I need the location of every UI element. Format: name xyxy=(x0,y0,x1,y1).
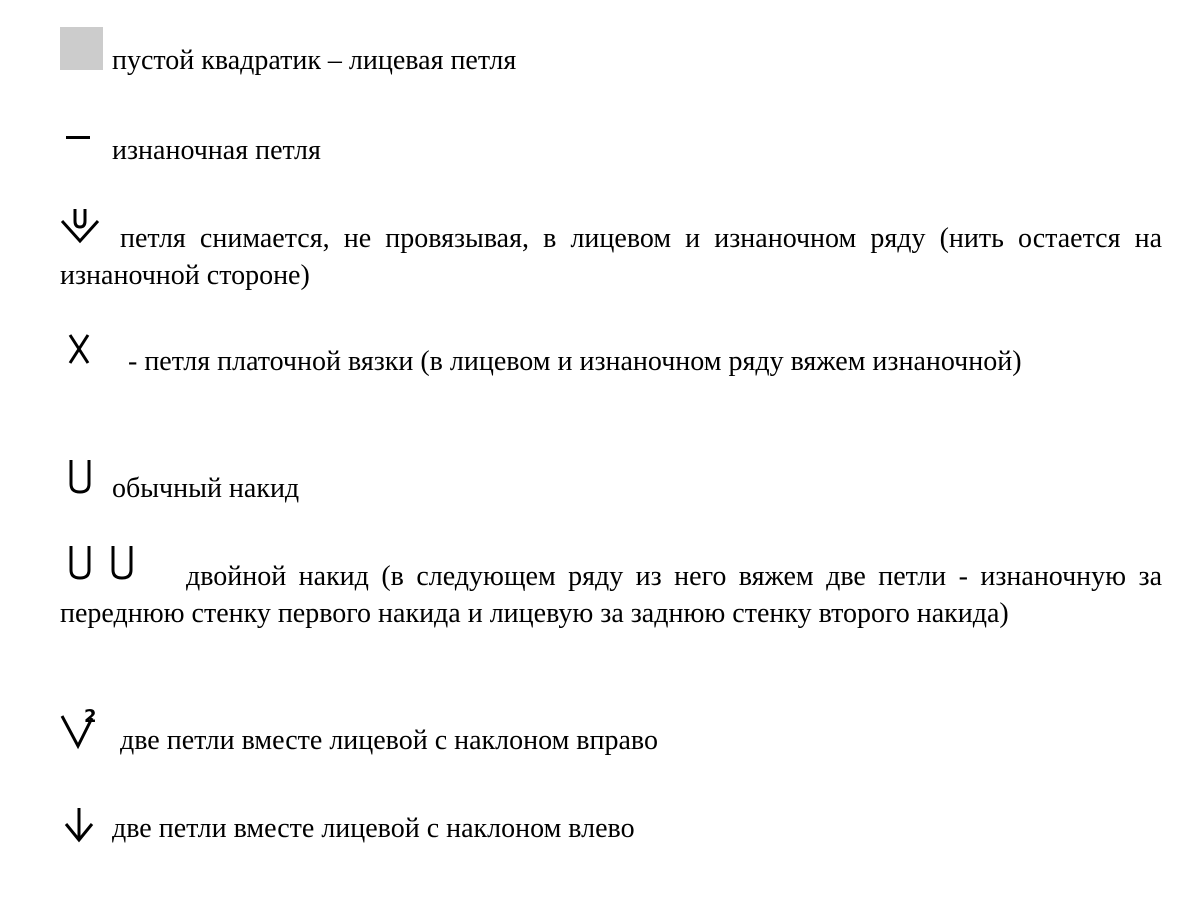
legend-item-twisted xyxy=(60,343,1162,380)
legend-text: изнаночная петля xyxy=(112,135,321,166)
legend-text: обычный накид xyxy=(112,473,300,504)
legend-item-yarn-over xyxy=(60,470,1162,507)
legend-text: две петли вместе лицевой с наклоном влево xyxy=(112,813,635,844)
legend-item-purl xyxy=(60,132,1162,169)
legend-text: петля снимается, не провязывая, в лицевом и изнаночном ряду (нить остается на изнаночной стороне) xyxy=(60,223,1162,291)
legend-text: - петля платочной вязки (в лицевом и изнаночном ряду вяжем изнаночной) xyxy=(128,346,1022,377)
legend-item-double-yarn-over xyxy=(60,558,1162,632)
legend-text: пустой квадратик – лицевая петля xyxy=(112,45,517,76)
legend-text: две петли вместе лицевой с наклоном вправо xyxy=(120,725,658,756)
legend-item-slipped xyxy=(60,220,1162,294)
legend-item-knit xyxy=(60,42,1162,79)
legend-item-right-decrease xyxy=(60,722,1162,759)
decrease-count-label: 2 xyxy=(84,706,97,727)
legend-text: двойной накид (в следующем ряду из него вяжем две петли - изнаночную за переднюю стенку первого накида и лицевую за заднюю стенку второго накида) xyxy=(60,561,1162,629)
legend-item-left-decrease xyxy=(60,810,1162,847)
